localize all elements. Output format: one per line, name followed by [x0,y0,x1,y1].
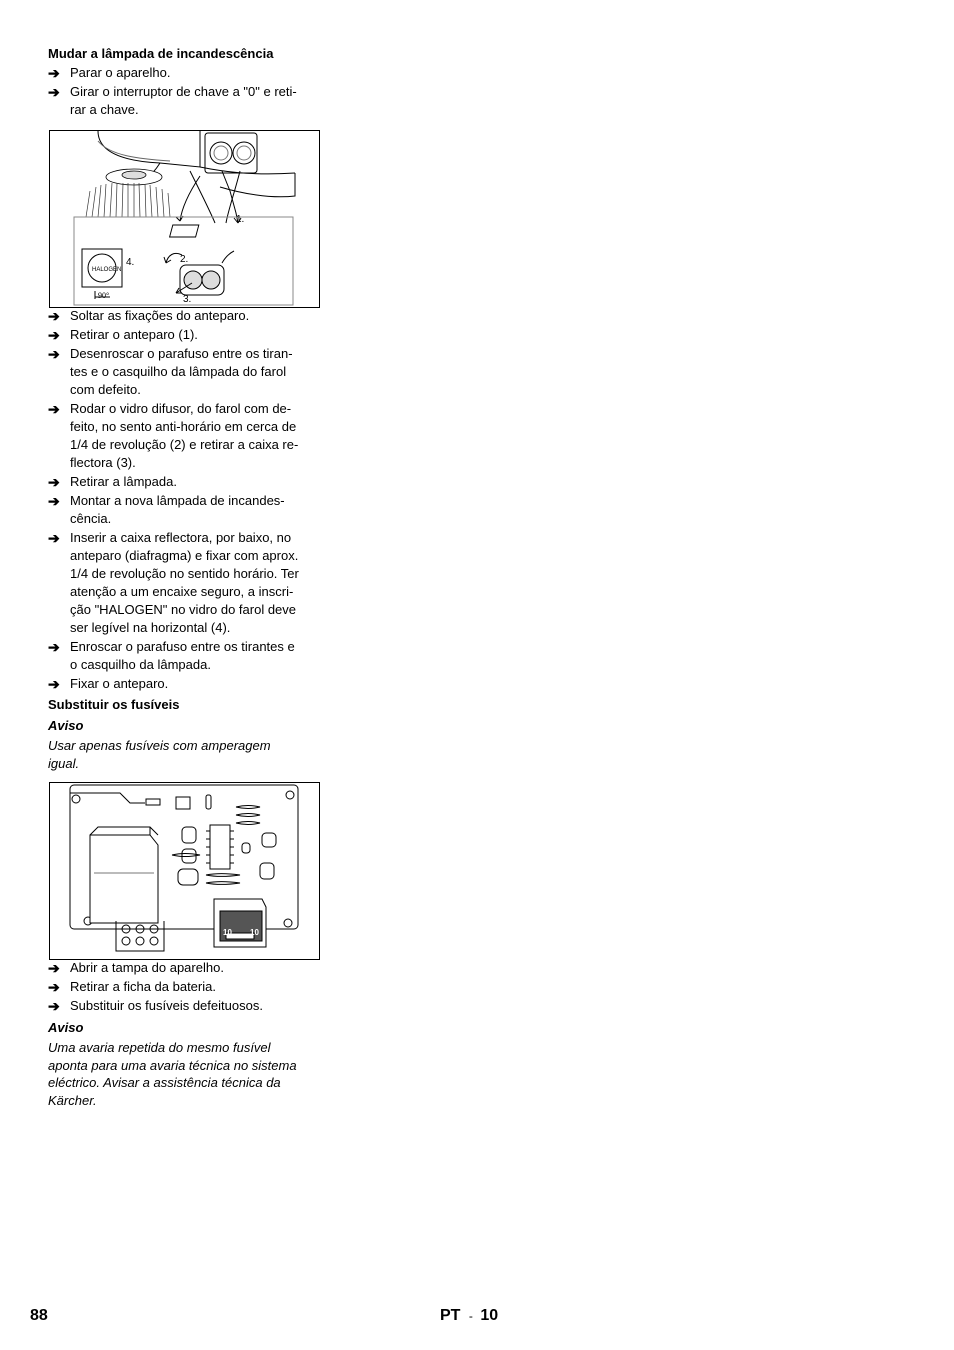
step-text: Inserir a caixa reflectora, por baixo, no anteparo (diafragma) e fixar com aprox. 1/4 de revolução no sentido horário. Ter atenção a um encaixe seguro, a inscri- ção "HALOGEN" no vidro do farol deve ser legível na horizontal (4). [70,530,299,635]
label-4: 4. [126,257,135,268]
arrow-right-icon: ➔ [48,493,60,509]
fuse-board-illustration [50,783,319,959]
step-text: Fixar o anteparo. [70,676,169,691]
footer-page-label [440,1307,498,1325]
list-item [48,345,320,399]
step-text: Parar o aparelho. [70,65,171,80]
language-code: PT [440,1307,461,1324]
arrow-right-icon: ➔ [48,979,60,995]
note-text: Usar apenas fusíveis com amperagem igual. [48,738,271,771]
list-item [48,400,320,472]
list-item [48,307,320,325]
arrow-right-icon: ➔ [48,84,60,100]
list-item [48,473,320,491]
arrow-right-icon: ➔ [48,639,60,655]
note-text: Uma avaria repetida do mesmo fusível aponta para uma avaria técnica no sistema eléctrico. Avisar a assistência técnica da Kärcher. [48,1040,297,1108]
arrow-right-icon: ➔ [48,65,60,81]
steps-b [48,307,320,693]
list-item [48,492,320,528]
list-item [48,959,320,977]
page-number: 88 [30,1307,48,1324]
list-item [48,978,320,996]
list-item [48,997,320,1015]
label-1: 1. [236,214,245,225]
step-text: Montar a nova lâmpada de incandes- cência. [70,493,285,526]
list-item [48,326,320,344]
figure-fuse-board [49,782,320,960]
note-title: Aviso [48,1020,84,1035]
arrow-right-icon: ➔ [48,960,60,976]
label-3: 3. [183,294,192,305]
step-text: Retirar o anteparo (1). [70,327,198,342]
arrow-right-icon: ➔ [48,474,60,490]
section-title-lamp: Mudar a lâmpada de incandescência [48,46,274,61]
step-text: Soltar as fixações do anteparo. [70,308,250,323]
arrow-right-icon: ➔ [48,530,60,546]
step-text: Substituir os fusíveis defeituosos. [70,998,263,1013]
list-item [48,83,320,119]
halogen-label: HALOGEN [92,267,122,273]
step-text: Abrir a tampa do aparelho. [70,960,224,975]
arrow-right-icon: ➔ [48,346,60,362]
figure-headlamp [49,130,320,308]
fuse-label-right: 10 [250,928,259,937]
note-title: Aviso [48,718,84,733]
steps-a [48,64,320,119]
list-item [48,64,320,82]
fuse-label-left: 10 [223,928,232,937]
step-text: Enroscar o parafuso entre os tirantes e o casquilho da lâmpada. [70,639,295,672]
arrow-right-icon: ➔ [48,676,60,692]
list-item [48,638,320,674]
arrow-right-icon: ➔ [48,308,60,324]
list-item [48,675,320,693]
step-text: Retirar a ficha da bateria. [70,979,216,994]
step-text: Retirar a lâmpada. [70,474,177,489]
step-text: Rodar o vidro difusor, do farol com de- feito, no sento anti-horário em cerca de 1/4 de revolução (2) e retirar a caixa re- flectora (3). [70,401,299,470]
section-title-fuses: Substituir os fusíveis [48,697,180,712]
step-text: Desenroscar o parafuso entre os tiran- tes e o casquilho da lâmpada do farol com defeito. [70,346,293,397]
angle-label: 90° [98,291,110,300]
footer-dash: - [468,1309,473,1323]
arrow-right-icon: ➔ [48,998,60,1014]
headlamp-illustration [50,131,319,307]
list-item [48,529,320,637]
arrow-right-icon: ➔ [48,401,60,417]
steps-fuses [48,959,320,1015]
arrow-right-icon: ➔ [48,327,60,343]
label-2: 2. [180,254,189,265]
section-page-number: 10 [480,1307,499,1324]
step-text: Girar o interruptor de chave a "0" e reti- rar a chave. [70,84,297,117]
